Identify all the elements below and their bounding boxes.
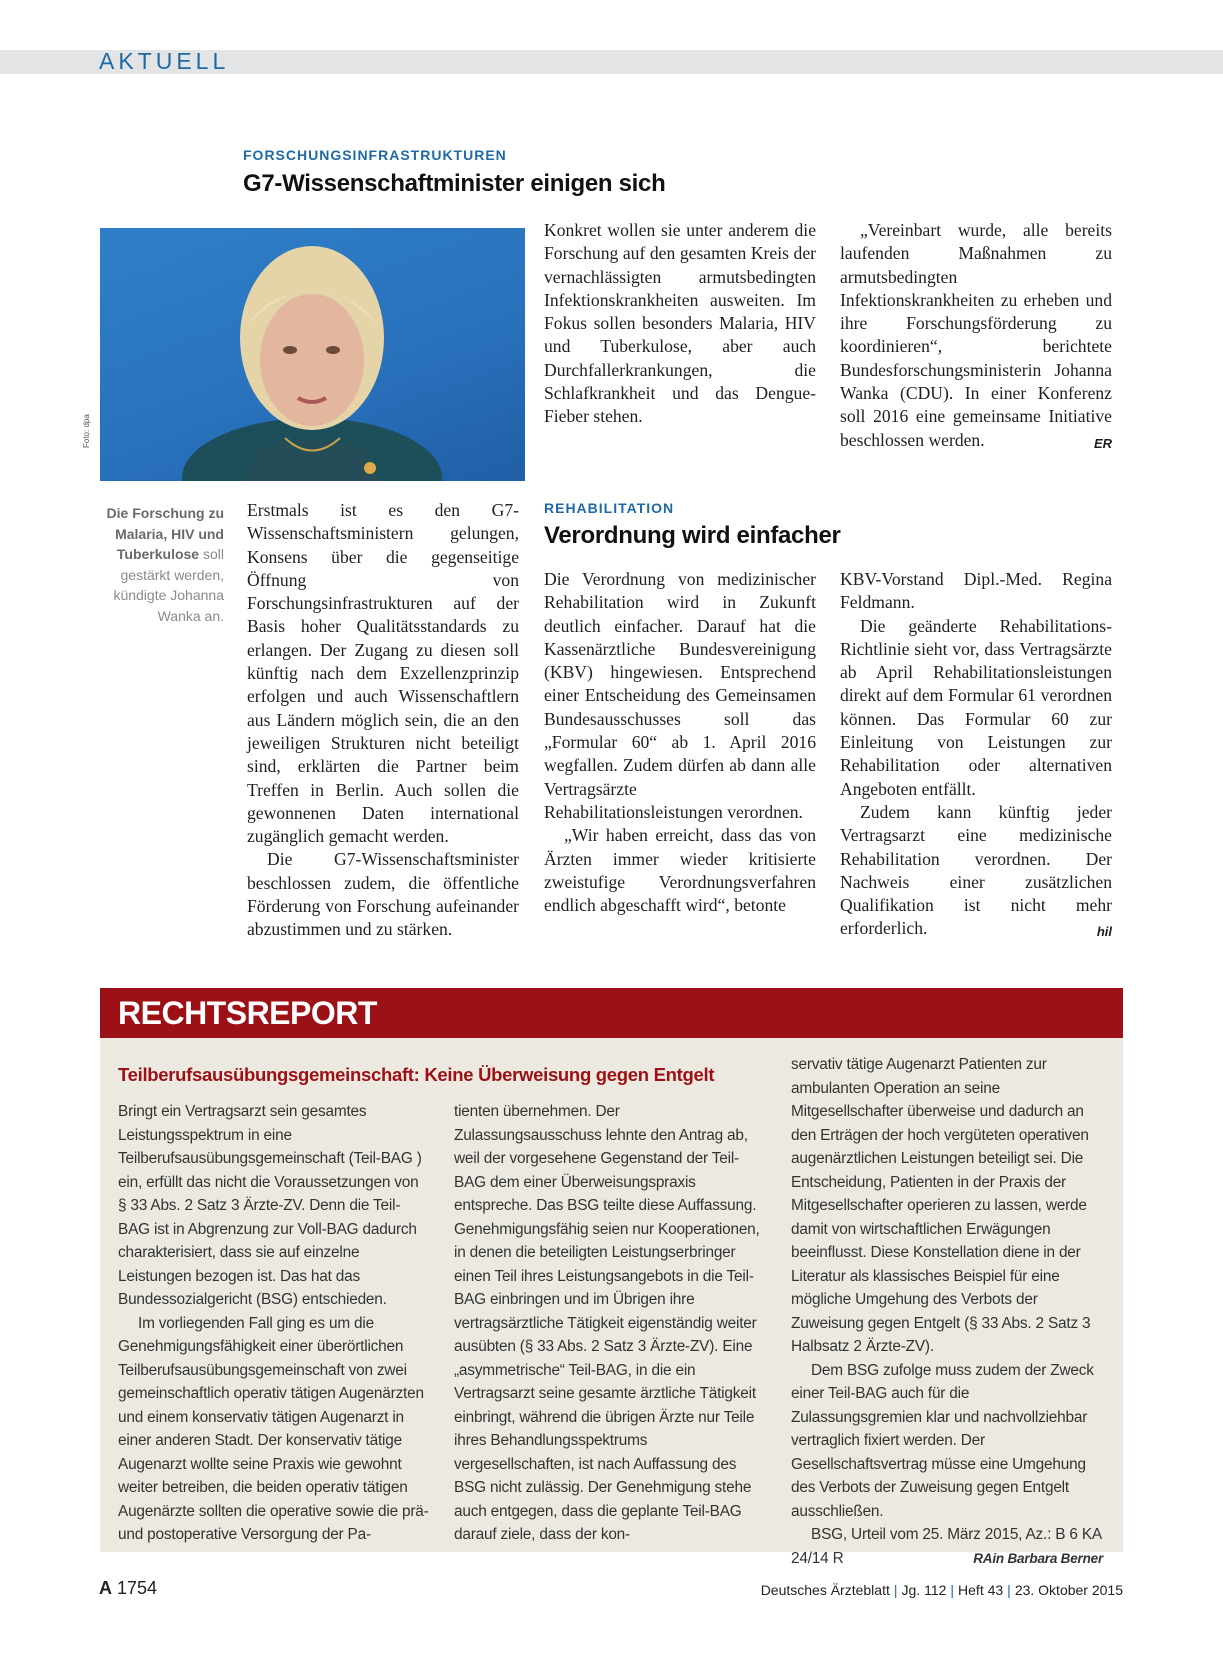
citation: BSG, Urteil vom 25. März 2015, Az.: B 6 KA 24/14 R (791, 1526, 1102, 1567)
paragraph (840, 801, 1112, 941)
separator: | (893, 1582, 898, 1598)
photo-caption (96, 503, 224, 626)
page-number-value: 1754 (117, 1578, 158, 1598)
article2-kicker: REHABILITATION (544, 500, 675, 516)
paragraph: Bringt ein Vertragsarzt sein gesamtes Leistungsspektrum in eine Teilberufsausübungsgemeinschaft (Teil-BAG ) ein, erfüllt das nicht die Voraussetzungen von § 33 Abs. 2 Satz 3 Ärzte-ZV. Denn die Teil-BAG ist in Abgrenzung zur Voll-BAG dadurch charakterisiert, dass sie auf einzelne Leistungen bezogen ist. Das hat das Bundessozialgericht (BSG) entschieden. (118, 1103, 422, 1308)
rechtsreport-title: RECHTSREPORT (118, 995, 377, 1031)
paragraph: KBV-Vorstand Dipl.-Med. Regina Feldmann. (840, 569, 1112, 613)
paragraph: Die geänderte Rehabilitations-Richtlinie sieht vor, dass Vertragsärzte ab April Rehabilitationsleistungen direkt auf dem Formular 61 verordnen können. Das Formular 60 zur Einleitung von Leistungen zur Rehabilitation oder alternativen Angeboten entfällt. (840, 615, 1112, 799)
paragraph: Die Verordnung von medizinischer Rehabilitation wird in Zukunft deutlich einfacher. Darauf hat die Kassenärztliche Bundesvereinigung (KBV) hingewiesen. Entsprechend einer Entscheidung des Gemeinsamen Bundesausschusses soll das „Formular 60“ ab 1. April 2016 wegfallen. Zudem dürfen ab dann alle Vertragsärzte Rehabilitationsleistungen verordnen. (544, 569, 816, 822)
paragraph: Erstmals ist es den G7-Wissenschaftsministern gelungen, Konsens über die gegenseitige Öffnung von Forschungsinfrastrukturen auf der Basis hoher Qualitätsstandards zu erlangen. Der Zugang zu diesen soll künftig nach dem Exzellenzprinzip erfolgen und auch Wissenschaftlern aus Ländern möglich sein, die an den jeweiligen Strukturen nicht beteiligt sind, erklärten die Partner beim Treffen in Berlin. Auch sollen die gewonnenen Daten international zugänglich gemacht werden. (247, 500, 519, 847)
issue: Heft 43 (958, 1582, 1004, 1598)
paragraph: servativ tätige Augenarzt Patienten zur ambulanten Operation an seine Mitgesellschafter überweise und dadurch an den Erträgen der hoch vergüteten operativen augenärztlichen Leistungen beteiligt sei. Die Entscheidung, Patienten in der Praxis der Mitgesellschafter operieren zu lassen, werde damit von wirtschaftlichen Erwägungen beeinflusst. Diese Konstellation diene in der Literatur als klassisches Beispiel für eine mögliche Umgehung des Verbots der Zuweisung gegen Entgelt (§ 33 Abs. 2 Satz 3 Halbsatz 2 Ärzte-ZV). (791, 1056, 1091, 1355)
author-signature: hil (1096, 924, 1112, 940)
article1-column-left (247, 499, 519, 942)
rechtsreport-column-3 (791, 1053, 1103, 1570)
page-number (99, 1578, 157, 1599)
paragraph: „Wir haben erreicht, dass das von Ärzten immer wieder kritisierte zweistufige Verordnungsverfahren endlich abgeschafft wird“, betonte (544, 825, 816, 916)
article2-headline: Verordnung wird einfacher (544, 522, 841, 549)
caption-bold: Die Forschung zu Malaria, HIV und Tuberkulose (106, 505, 224, 562)
paragraph (840, 219, 1112, 452)
paragraph: tienten übernehmen. Der Zulassungsausschuss lehnte den Antrag ab, weil der vorgesehene Gegenstand der Teil-BAG dem einer Überweisungspraxis entspreche. Das BSG teilte diese Auffassung. Genehmigungsfähig seien nur Kooperationen, in denen die beteiligten Leistungserbringer einen Teil ihres Leistungsangebots in die Teil-BAG einbringen und im Übrigen ihre vertragsärztliche Tätigkeit eigenständig weiter ausübten (§ 33 Abs. 2 Satz 3 Ärzte-ZV). Eine „asymmetrische“ Teil-BAG, in die ein Vertragsarzt seine gesamte ärztliche Tätigkeit einbringt, während die übrigen Ärzte nur Teile ihres Behandlungsspektrums vergesellschaften, ist nach Auffassung des BSG nicht zulässig. Der Genehmigung stehe auch entgegen, dass die geplante Teil-BAG darauf ziele, dass der kon- (454, 1103, 760, 1543)
paragraph: Im vorliegenden Fall ging es um die Genehmigungsfähigkeit einer überörtlichen Teilberufsausübungsgemeinschaft von zwei gemeinschaftlich operativ tätigen Augenärzten und einem konservativ tätigen Augenarzt in einer anderen Stadt. Der konservativ tätige Augenarzt wollte seine Praxis wie gewohnt weiter betreiben, die beiden operativ tätigen Augenärzte sollten die operative sowie die prä- und postoperative Versorgung der Pa- (118, 1314, 429, 1543)
photo-credit: Foto: dpa (82, 414, 91, 448)
page-prefix: A (99, 1578, 112, 1598)
paragraph-text: Zudem kann künftig jeder Vertragsarzt eine medizinische Rehabilitation verordnen. Der Nachweis einer zusätzlichen Qualifikation ist nicht mehr erforderlich. (840, 801, 1112, 939)
portrait-illustration (100, 228, 525, 481)
article2-column-right (840, 568, 1112, 944)
author-signature: ER (1093, 435, 1112, 451)
paragraph: Konkret wollen sie unter anderem die Forschung auf den gesamten Kreis der vernachlässigten armutsbedingten Infektionskrankheiten ausweiten. Im Fokus sollen besonders Malaria, HIV und Tuberkulose, aber auch Durchfallerkrankungen, die Schlafkrankheit und das Dengue-Fieber stehen. (544, 220, 816, 427)
rechtsreport-column-1 (118, 1100, 430, 1547)
section-label: AKTUELL (99, 48, 230, 74)
separator: | (950, 1582, 955, 1598)
paragraph: Dem BSG zufolge muss zudem der Zweck einer Teil-BAG auch für die Zulassungsgremien klar und nachvollziehbar vertraglich fixiert werden. Der Gesellschaftsvertrag müsse eine Umgehung des Verbots der Zuweisung gegen Entgelt ausschließen. (791, 1361, 1094, 1520)
caption-rest: soll gestärkt werden, kündigte Johanna Wanka an. (113, 546, 224, 624)
portrait-photo (100, 228, 525, 481)
author-signature: RAin Barbara Berner (973, 1550, 1103, 1566)
paragraph (791, 1523, 1103, 1570)
issue-date: 23. Oktober 2015 (1014, 1582, 1123, 1598)
journal-info (761, 1582, 1123, 1598)
article1-kicker: FORSCHUNGSINFRASTRUKTUREN (243, 147, 507, 163)
article1-headline: G7-Wissenschaftminister einigen sich (243, 170, 666, 197)
rechtsreport-column-2 (454, 1100, 766, 1547)
article1-column-mid (544, 219, 816, 429)
rechtsreport-heading: Teilberufsausübungsgemeinschaft: Keine Überweisung gegen Entgelt (118, 1064, 715, 1085)
volume: Jg. 112 (901, 1582, 947, 1598)
separator: | (1007, 1582, 1011, 1598)
paragraph: Die G7-Wissenschaftsminister beschlossen zudem, die öffentliche Förderung von Forschung aufeinander abzustimmen und zu stärken. (247, 849, 519, 940)
journal-name: Deutsches Ärzteblatt (760, 1582, 890, 1598)
article1-column-right (840, 219, 1112, 455)
article2-column-left (544, 568, 816, 917)
paragraph-text: „Vereinbart wurde, alle bereits laufenden Maßnahmen zu armutsbedingten Infektionskrankheiten zu erheben und ihre Forschungsförderung zu koordinieren“, berichtete Bundesforschungsministerin Johanna Wanka (CDU). In einer Konferenz soll 2016 eine gemeinsame Initiative beschlossen werden. (840, 220, 1112, 450)
